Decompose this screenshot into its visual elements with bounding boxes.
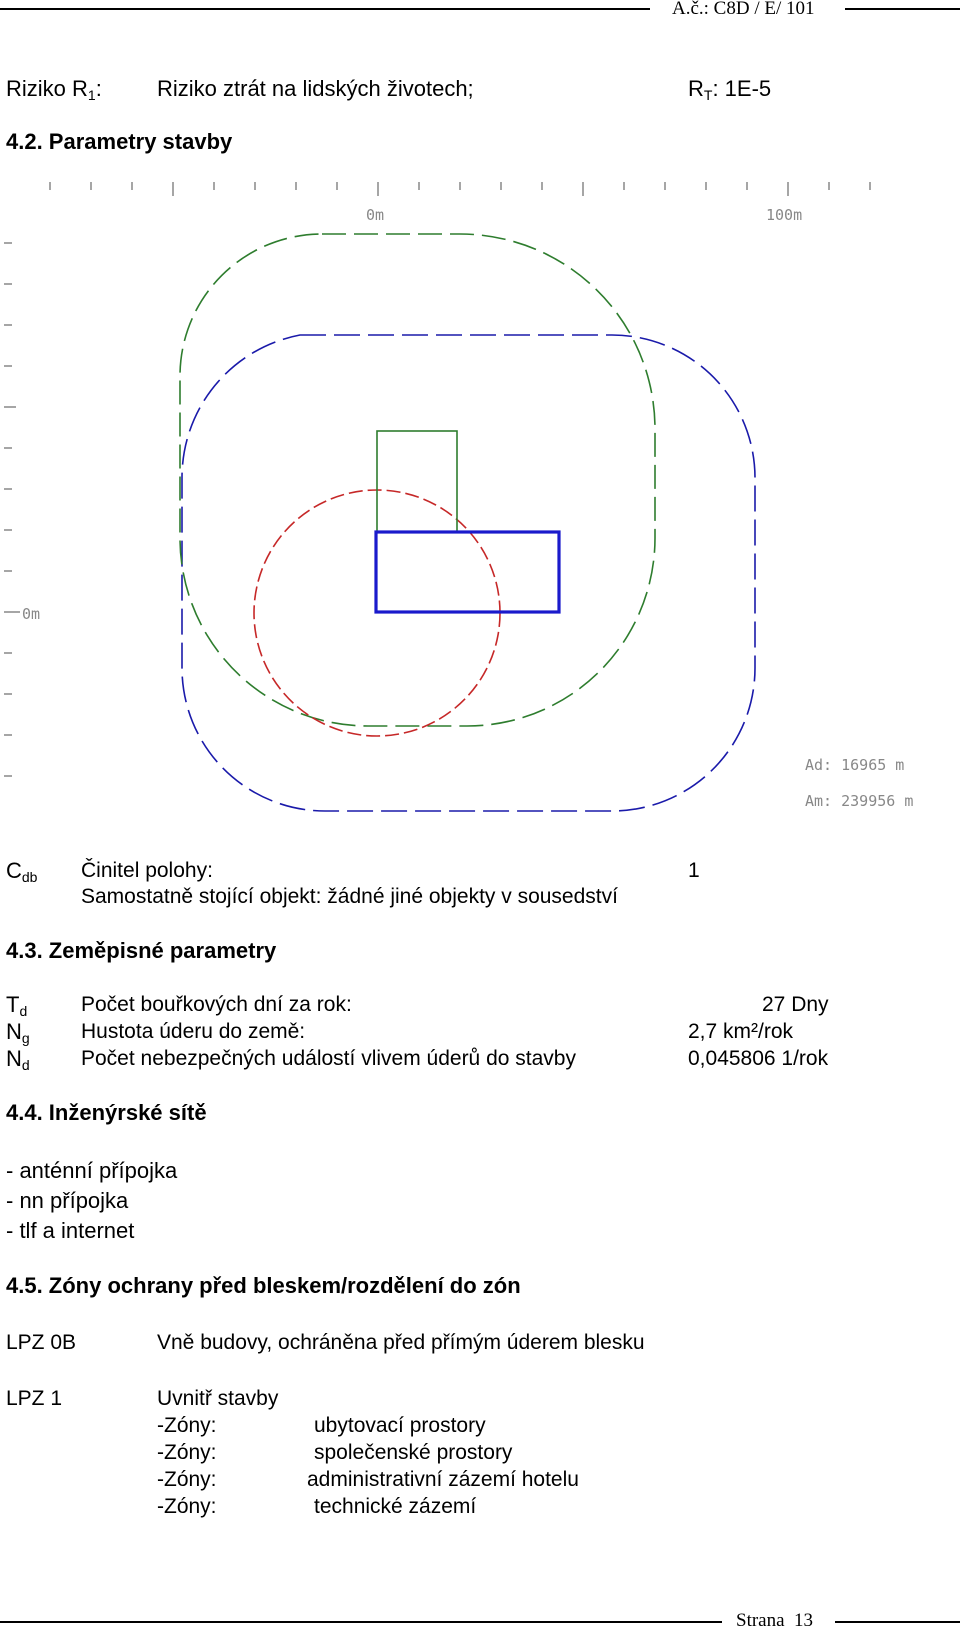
risk-tolerable: $R_T$: 1E-5 [688, 76, 772, 103]
cdb-value: 1 [688, 859, 700, 882]
building-part-tower [377, 431, 457, 532]
lpz0b-label: LPZ 0B [6, 1331, 77, 1354]
utility-item: - tlf a internet [6, 1218, 135, 1243]
zone-prefix: -Zóny: [157, 1495, 217, 1518]
section-4-4-title: 4.4. Inženýrské sítě [6, 1100, 207, 1125]
section-4-3-title: 4.3. Zeměpisné parametry [6, 938, 277, 963]
y-axis-ticks [4, 243, 20, 776]
collection-area-outline-green [180, 234, 655, 726]
x-axis-label-0: 0m [366, 206, 385, 224]
lpz1-text: Uvnitř stavby [157, 1387, 279, 1410]
section-4-5-title: 4.5. Zóny ochrany před bleskem/rozdělení do zón [6, 1273, 521, 1298]
cdb-label: Činitel polohy: [81, 859, 213, 882]
geo-label: Počet bouřkových dní za rok: [81, 993, 352, 1016]
collection-area-outline-blue [182, 335, 755, 811]
cdb-symbol: $C_{db}$ [6, 858, 38, 885]
zone-value: administrativní zázemí hotelu [307, 1468, 579, 1491]
utility-item: - anténní přípojka [6, 1158, 178, 1183]
geo-value: 2,7 km²/rok [688, 1020, 794, 1043]
zone-value: společenské prostory [314, 1441, 513, 1464]
cdb-note: Samostatně stojící objekt: žádné jiné objekty v sousedství [81, 885, 618, 908]
page-number: Strana 13 [736, 1610, 814, 1631]
x-axis-ticks [50, 182, 870, 196]
geo-label: Hustota úderu do země: [81, 1020, 306, 1043]
zone-prefix: -Zóny: [157, 1441, 217, 1464]
section-4-2-title: 4.2. Parametry stavby [6, 129, 233, 154]
geo-symbol: $T_d$ [6, 992, 28, 1019]
risk-text: Riziko ztrát na lidských životech; [157, 76, 474, 101]
zone-value: ubytovací prostory [314, 1414, 486, 1437]
utility-item: - nn přípojka [6, 1188, 129, 1213]
collection-area-plot [0, 180, 960, 820]
document-reference: A.č.: C8D / E/ 101 [672, 0, 815, 19]
lpz0b-text: Vně budovy, ochráněna před přímým úderem blesku [157, 1331, 645, 1354]
zone-prefix: -Zóny: [157, 1468, 217, 1491]
footer-rule-left [0, 1621, 722, 1623]
geo-value: 0,045806 1/rok [688, 1047, 829, 1070]
geo-value: 27 Dny [762, 993, 829, 1016]
header-rule-right [845, 8, 960, 10]
header-rule-left [0, 8, 650, 10]
zone-prefix: -Zóny: [157, 1414, 217, 1437]
x-axis-label-100: 100m [766, 206, 803, 224]
building-part-main [376, 532, 559, 612]
lpz1-label: LPZ 1 [6, 1387, 63, 1410]
y-axis-label-0: 0m [22, 605, 41, 623]
geo-symbol: $N_d$ [6, 1046, 30, 1073]
risk-label: Riziko $R_1$: [6, 76, 102, 103]
area-ad-label: Ad: 16965 m [805, 756, 905, 774]
geo-symbol: $N_g$ [6, 1019, 30, 1046]
zone-value: technické zázemí [314, 1495, 477, 1518]
footer-rule-right [835, 1621, 960, 1623]
area-am-label: Am: 239956 m [805, 792, 914, 810]
geo-label: Počet nebezpečných událostí vlivem úderů do stavby [81, 1047, 576, 1070]
